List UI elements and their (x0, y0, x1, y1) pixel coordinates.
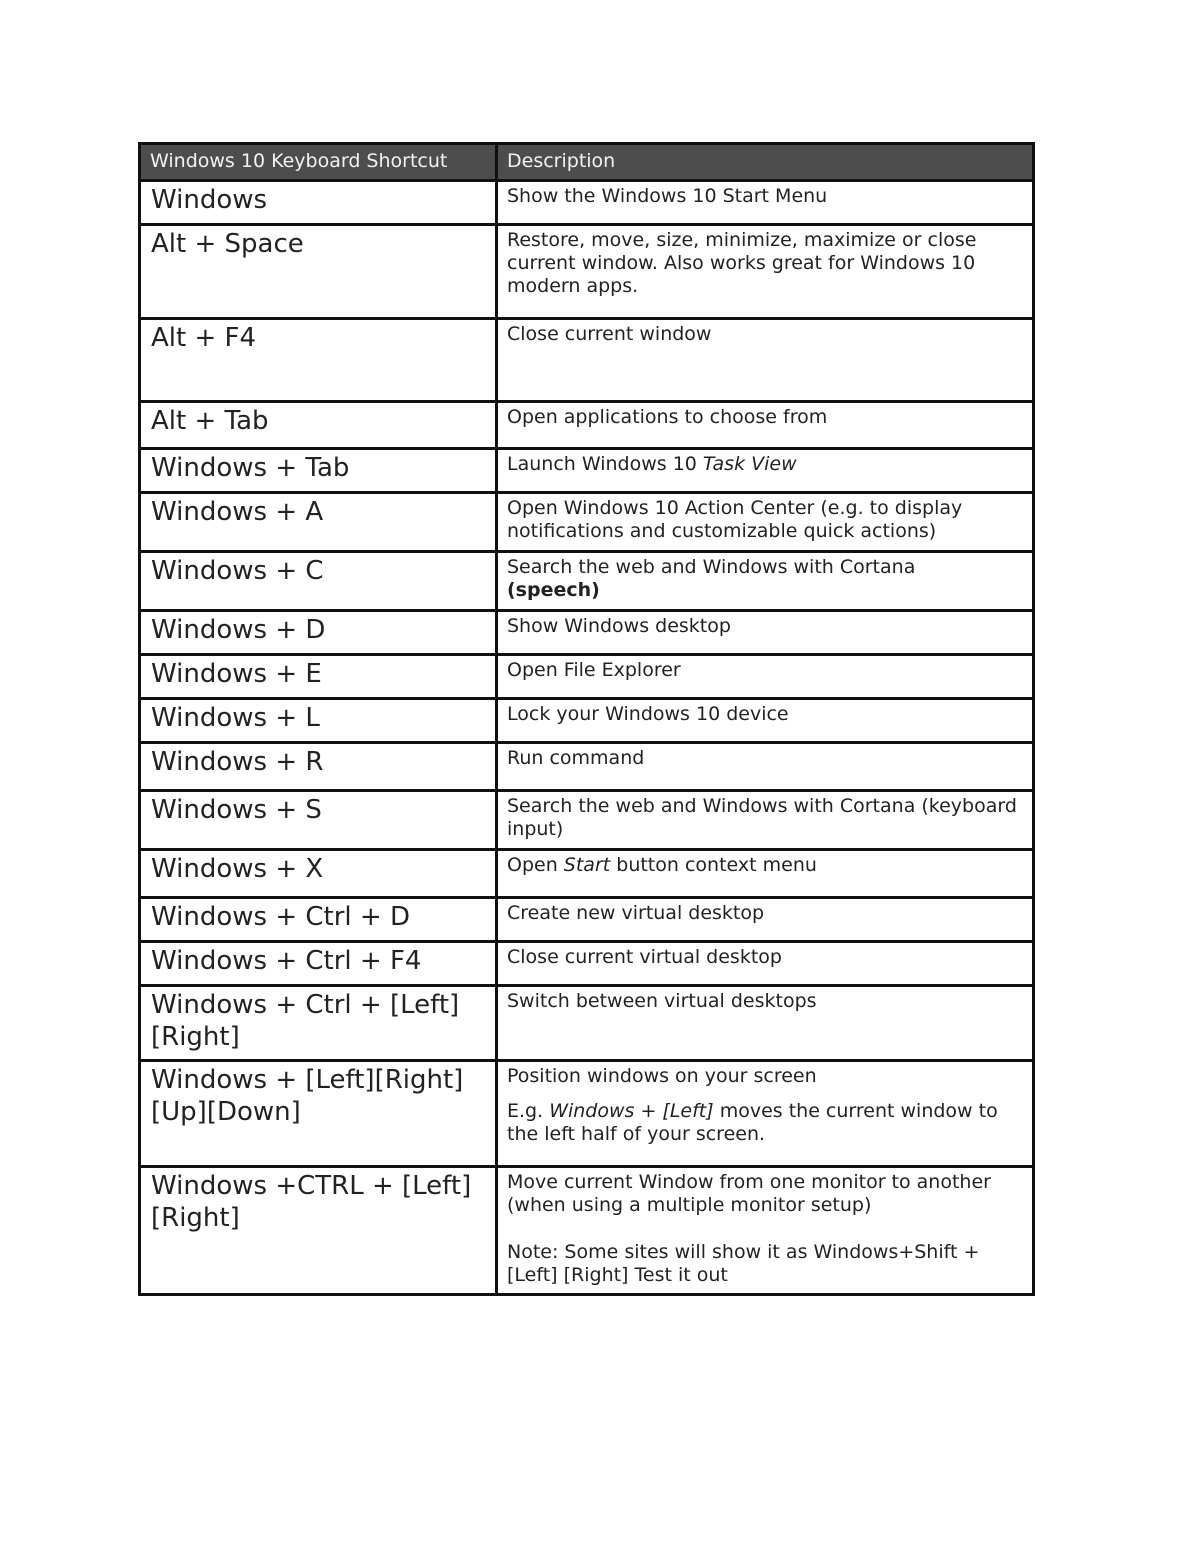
description-text: Run command (507, 747, 645, 769)
description-emphasis: Windows + [Left] (549, 1100, 714, 1122)
description-text: Position windows on your screen (507, 1065, 817, 1087)
shortcut-key: Windows + Ctrl + D (140, 898, 497, 942)
shortcut-description (497, 181, 1034, 225)
shortcut-key: Windows (140, 181, 497, 225)
description-note: Note: Some sites will show it as Windows+Shift + [Left] [Right] Test it out (507, 1241, 980, 1286)
shortcut-description (497, 402, 1034, 449)
table-row (140, 986, 1034, 1061)
description-plain: E.g. (507, 1100, 550, 1122)
table-row (140, 402, 1034, 449)
shortcut-key: Windows + Tab (140, 449, 497, 493)
description-text: Close current window (507, 323, 712, 345)
table-row (140, 225, 1034, 319)
description-text: Open applications to choose from (507, 406, 828, 428)
description-text (507, 556, 1024, 602)
shortcut-description (497, 898, 1034, 942)
shortcut-table (138, 142, 1035, 1296)
shortcut-description (497, 611, 1034, 655)
shortcut-key: Alt + Tab (140, 402, 497, 449)
shortcut-key: Windows +CTRL + [Left][Right] (140, 1167, 497, 1295)
description-text: Show Windows desktop (507, 615, 731, 637)
table-row (140, 743, 1034, 791)
description-plain: moves the current window to the left half of your screen. (507, 1100, 998, 1145)
shortcut-table-container (138, 142, 1032, 1296)
shortcut-key: Windows + X (140, 850, 497, 898)
description-text: Restore, move, size, minimize, maximize or close current window. Also works great for Windows 10 modern apps. (507, 229, 977, 297)
shortcut-description (497, 493, 1034, 552)
shortcut-key: Windows + R (140, 743, 497, 791)
description-text: Switch between virtual desktops (507, 990, 817, 1012)
table-row (140, 898, 1034, 942)
shortcut-key: Windows + Ctrl + [Left][Right] (140, 986, 497, 1061)
description-strong: (speech) (507, 579, 600, 601)
shortcut-description (497, 1061, 1034, 1167)
shortcut-key: Windows + S (140, 791, 497, 850)
shortcut-key: Windows + C (140, 552, 497, 611)
shortcut-description (497, 942, 1034, 986)
table-row (140, 319, 1034, 402)
description-emphasis: Task View (702, 453, 797, 475)
shortcut-description (497, 319, 1034, 402)
shortcut-description (497, 552, 1034, 611)
table-row (140, 611, 1034, 655)
table-row (140, 449, 1034, 493)
shortcut-description (497, 1167, 1034, 1295)
table-row (140, 493, 1034, 552)
shortcut-description (497, 699, 1034, 743)
table-row (140, 791, 1034, 850)
shortcut-description (497, 655, 1034, 699)
shortcut-description (497, 986, 1034, 1061)
shortcut-key: Windows + E (140, 655, 497, 699)
shortcut-key: Alt + F4 (140, 319, 497, 402)
table-row (140, 552, 1034, 611)
description-text: Close current virtual desktop (507, 946, 782, 968)
shortcut-description (497, 850, 1034, 898)
shortcut-description (497, 791, 1034, 850)
description-emphasis: Start (563, 854, 611, 876)
description-text: Create new virtual desktop (507, 902, 765, 924)
description-plain: Search the web and Windows with Cortana (507, 556, 916, 578)
shortcut-description (497, 743, 1034, 791)
table-row (140, 942, 1034, 986)
description-text: Move current Window from one monitor to another (when using a multiple monitor setup) (507, 1171, 991, 1216)
description-text: Open File Explorer (507, 659, 681, 681)
table-row (140, 699, 1034, 743)
shortcut-key: Windows + A (140, 493, 497, 552)
description-text (507, 453, 1024, 476)
shortcut-description (497, 449, 1034, 493)
table-row (140, 1167, 1034, 1295)
header-description: Description (497, 144, 1034, 181)
description-text (507, 854, 1024, 877)
table-header-row (140, 144, 1034, 181)
shortcut-key: Windows + D (140, 611, 497, 655)
description-plain: Launch Windows 10 (507, 453, 703, 475)
table-row (140, 181, 1034, 225)
description-example (507, 1100, 1024, 1146)
description-text: Search the web and Windows with Cortana (keyboard input) (507, 795, 1017, 840)
shortcut-description (497, 225, 1034, 319)
description-text: Open Windows 10 Action Center (e.g. to display notifications and customizable quick actions) (507, 497, 963, 542)
description-text: Lock your Windows 10 device (507, 703, 789, 725)
table-row (140, 1061, 1034, 1167)
shortcut-key: Windows + L (140, 699, 497, 743)
shortcut-key: Windows + [Left][Right][Up][Down] (140, 1061, 497, 1167)
shortcut-key: Windows + Ctrl + F4 (140, 942, 497, 986)
shortcut-key: Alt + Space (140, 225, 497, 319)
description-text: Show the Windows 10 Start Menu (507, 185, 828, 207)
table-row (140, 850, 1034, 898)
description-plain: button context menu (610, 854, 817, 876)
table-row (140, 655, 1034, 699)
description-plain: Open (507, 854, 564, 876)
header-shortcut: Windows 10 Keyboard Shortcut (140, 144, 497, 181)
